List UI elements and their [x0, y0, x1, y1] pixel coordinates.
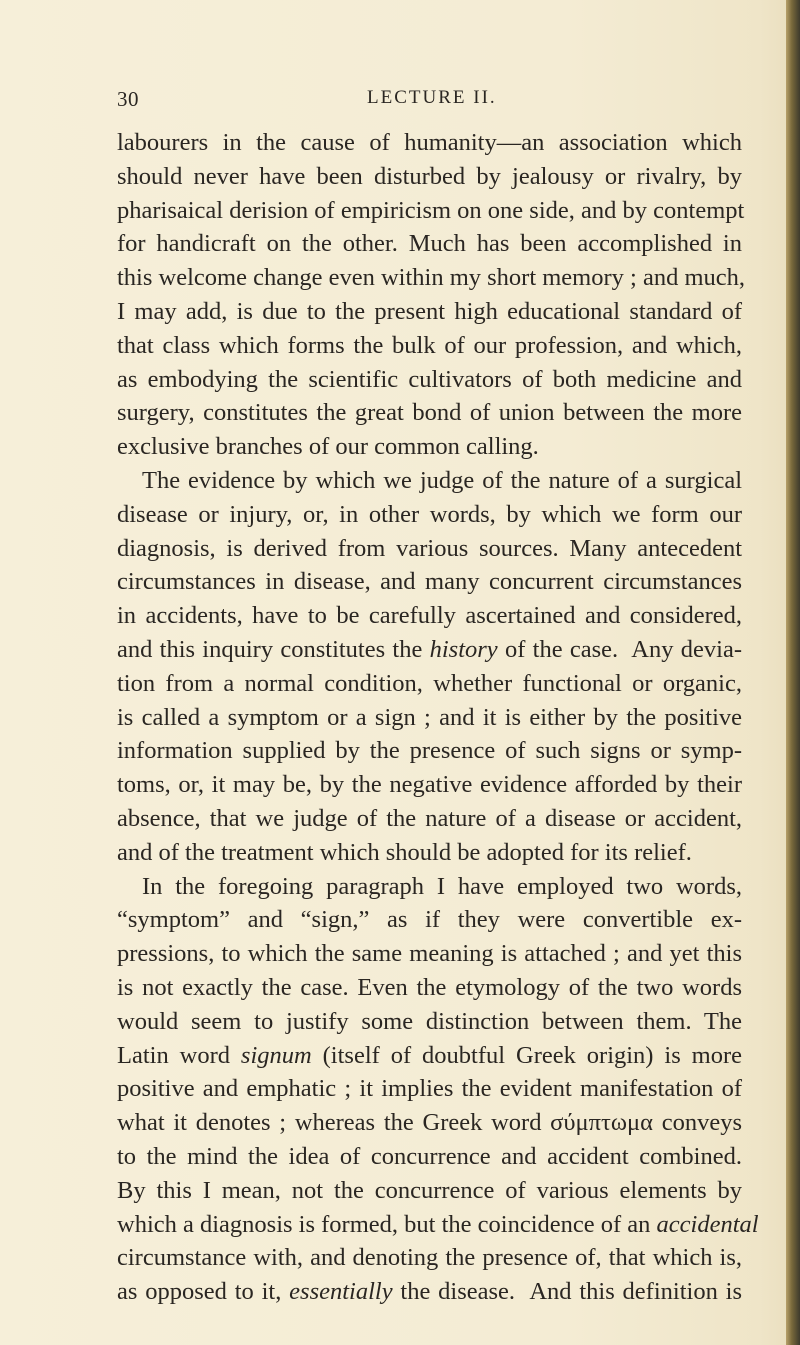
text-line: [117, 633, 742, 667]
line-fragment: the disease. And this definition is: [392, 1278, 742, 1306]
line-fragment: as opposed to it,: [117, 1278, 290, 1306]
line-fragment: which a diagnosis is formed, but the coincidence of an: [117, 1210, 657, 1238]
text-line: toms, or, it may be, by the negative evidence afforded by their: [117, 771, 742, 799]
text-line: pressions, to which the same meaning is attached ; and yet this: [117, 940, 742, 968]
text-line: By this I mean, not the concurrence of various elements by: [117, 1176, 742, 1204]
line-fragment: (itself of doubtful Greek origin) is more: [311, 1041, 742, 1069]
page-edge-shadow: [786, 0, 800, 1345]
line-fragment: and this inquiry constitutes the: [117, 635, 430, 663]
text-line: for handicraft on the other. Much has been accomplished in: [117, 230, 742, 258]
emphasis-history: history: [429, 635, 498, 663]
emphasis-accidental: accidental: [656, 1210, 759, 1238]
text-line: and of the treatment which should be adopted for its relief.: [117, 838, 692, 866]
emphasis-signum: signum: [240, 1041, 312, 1069]
text-line: information supplied by the presence of such signs or symp-: [117, 737, 742, 765]
paragraph-start: The evidence by which we judge of the nature of a surgical: [142, 466, 742, 494]
text-line: to the mind the idea of concurrence and accident combined.: [117, 1142, 742, 1170]
text-line: would seem to justify some distinction between them. The: [117, 1007, 742, 1035]
text-line: pharisaical derision of empiricism on one side, and by contempt: [117, 196, 745, 224]
text-line: tion from a normal condition, whether functional or organic,: [117, 669, 742, 697]
line-fragment: of the case. Any devia-: [497, 635, 742, 663]
text-line: labourers in the cause of humanity—an association which: [117, 129, 742, 156]
text-line: is called a symptom or a sign ; and it is either by the positive: [117, 703, 742, 731]
text-line: is not exactly the case. Even the etymology of the two words: [117, 973, 742, 1001]
text-line: this welcome change even within my short memory ; and much,: [117, 264, 746, 292]
text-line: what it denotes ; whereas the Greek word σύμπτωμα conveys: [117, 1109, 742, 1137]
text-line: circumstance with, and denoting the presence of, that which is,: [117, 1244, 742, 1272]
paragraph-start: In the foregoing paragraph I have employed two words,: [142, 872, 742, 900]
body-text: [117, 126, 759, 1309]
text-line: I may add, is due to the present high educational standard of: [117, 297, 742, 325]
text-line: absence, that we judge of the nature of a disease or accident,: [117, 804, 742, 832]
text-line: in accidents, have to be carefully ascertained and considered,: [117, 602, 742, 630]
text-line: [117, 1208, 759, 1242]
text-line: that class which forms the bulk of our profession, and which,: [117, 331, 742, 359]
text-line: as embodying the scientific cultivators of both medicine and: [117, 365, 742, 393]
line-fragment: Latin word: [117, 1041, 241, 1069]
text-line: surgery, constitutes the great bond of union between the more: [117, 399, 742, 427]
text-line: [117, 1275, 742, 1309]
text-line: disease or injury, or, in other words, by which we form our: [117, 500, 742, 528]
text-line: “symptom” and “sign,” as if they were convertible ex-: [117, 906, 742, 934]
text-line: [117, 1039, 742, 1073]
text-line: diagnosis, is derived from various sources. Many antecedent: [117, 534, 742, 562]
text-line: positive and emphatic ; it implies the evident manifestation of: [117, 1075, 742, 1103]
page-header: [117, 87, 677, 111]
running-head: LECTURE II.: [367, 87, 497, 108]
text-line: circumstances in disease, and many concurrent circumstances: [117, 568, 742, 596]
page-number: 30: [117, 87, 139, 111]
text-line: should never have been disturbed by jealousy or rivalry, by: [117, 162, 742, 190]
emphasis-essentially: essentially: [289, 1278, 393, 1306]
text-line: exclusive branches of our common calling.: [117, 433, 539, 461]
